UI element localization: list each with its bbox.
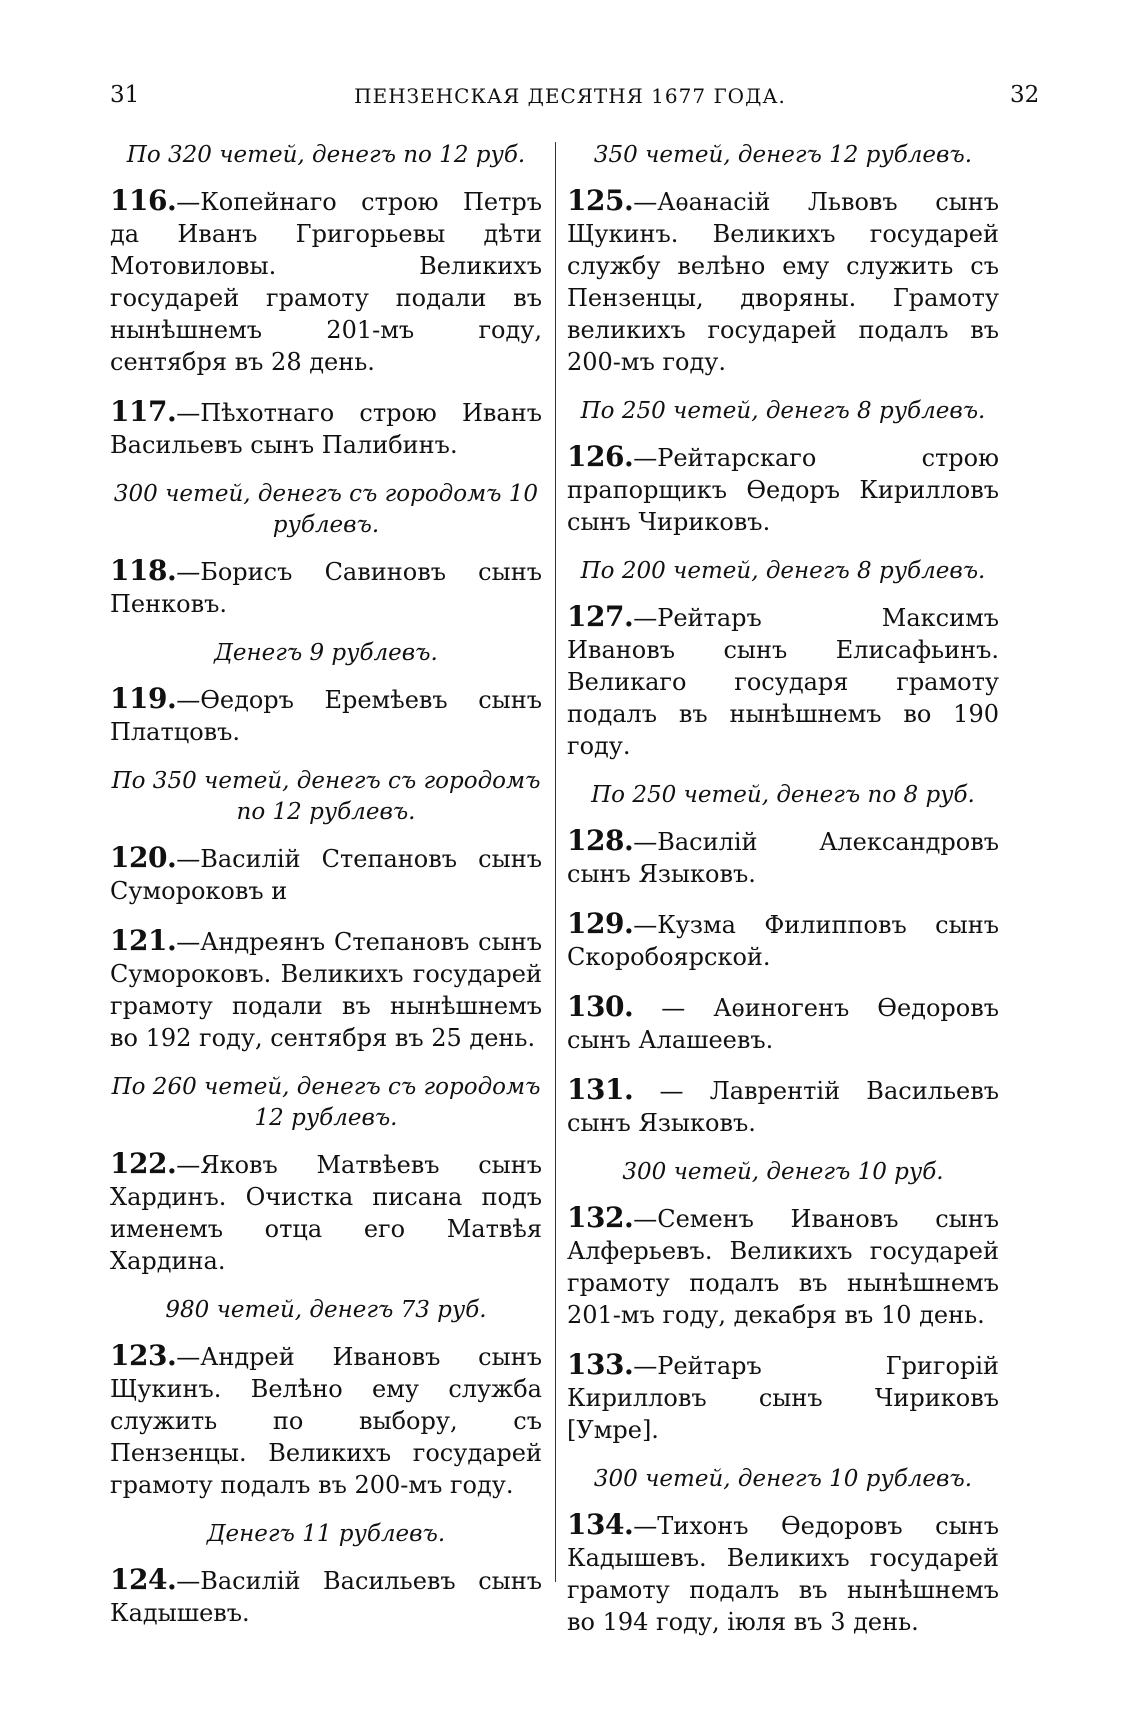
entry-number: 130. — [567, 990, 634, 1023]
entry-number: 126. — [567, 440, 634, 473]
entry-text: —Рейтарскаго строю прапорщикъ Ѳедоръ Кирилловъ сынъ Чириковъ. — [567, 444, 999, 536]
register-entry — [567, 1074, 999, 1139]
entry-text: — Аѳиногенъ Ѳедоровъ сынъ Алашеевъ. — [567, 994, 999, 1054]
register-entry — [110, 1148, 542, 1277]
running-title: ПЕНЗЕНСКАЯ ДЕСЯТНЯ 1677 ГОДА. — [354, 84, 786, 108]
entry-number: 131. — [567, 1073, 634, 1106]
entry-text: —Андрей Ивановъ сынъ Щукинъ. Велѣно ему служба служить по выбору, съ Пензенцы. Великихъ государей грамоту подалъ въ 200-мъ году. — [110, 1343, 542, 1499]
register-entry — [110, 1564, 542, 1629]
register-entry — [110, 925, 542, 1054]
right-page-number: 32 — [1010, 82, 1040, 108]
entry-text: —Тихонъ Ѳедоровъ сынъ Кадышевъ. Великихъ государей грамоту подалъ въ нынѣшнемъ во 194 году, іюля въ 3 день. — [567, 1512, 999, 1636]
entry-number: 133. — [567, 1348, 634, 1381]
entry-number: 122. — [110, 1147, 177, 1180]
entry-text: —Ѳедоръ Еремѣевъ сынъ Платцовъ. — [110, 686, 542, 746]
right-column — [567, 140, 999, 1656]
register-entry — [110, 185, 542, 378]
register-entry — [110, 842, 542, 907]
salary-subheading: 350 четей, денегъ 12 рублевъ. — [593, 142, 973, 168]
salary-subheading: Денегъ 11 рублевъ. — [206, 1521, 446, 1547]
register-entry — [567, 1202, 999, 1331]
entry-text: — Лаврентій Васильевъ сынъ Языковъ. — [567, 1077, 999, 1137]
entry-number: 121. — [110, 924, 177, 957]
salary-subheading: По 320 четей, денегъ по 12 руб. — [126, 142, 526, 168]
register-entry — [567, 991, 999, 1056]
entry-text: —Василій Александровъ сынъ Языковъ. — [567, 828, 999, 888]
entry-number: 119. — [110, 682, 177, 715]
salary-subheading: Денегъ 9 рублевъ. — [214, 640, 438, 666]
register-entry — [110, 683, 542, 748]
register-entry — [567, 185, 999, 378]
salary-subheading: 300 четей, денегъ 10 руб. — [622, 1159, 944, 1185]
register-entry — [110, 555, 542, 620]
salary-subheading: По 350 четей, денегъ съ городомъ по 12 рублевъ. — [111, 768, 541, 825]
entry-number: 117. — [110, 395, 177, 428]
entry-text: —Рейтаръ Григорій Кирилловъ сынъ Чириковъ [Умре]. — [567, 1352, 999, 1444]
entry-number: 120. — [110, 841, 177, 874]
entry-text: —Семенъ Ивановъ сынъ Алферьевъ. Великихъ государей грамоту подалъ въ нынѣшнемъ 201-мъ году, декабря въ 10 день. — [567, 1205, 999, 1329]
salary-subheading: 980 четей, денегъ 73 руб. — [165, 1297, 487, 1323]
register-entry — [567, 908, 999, 973]
entry-number: 125. — [567, 184, 634, 217]
register-entry — [567, 601, 999, 762]
entry-text: —Рейтаръ Максимъ Ивановъ сынъ Елисафьинъ. Великаго государя грамоту подалъ въ нынѣшнемъ во 190 году. — [567, 604, 999, 760]
entry-text: —Копейнаго строю Петръ да Иванъ Григорьевы дѣти Мотовиловы. Великихъ государей грамоту подали въ нынѣшнемъ 201-мъ году, сентября въ 28 день. — [110, 188, 542, 376]
entry-number: 123. — [110, 1339, 177, 1372]
entry-number: 118. — [110, 554, 177, 587]
left-column — [110, 140, 542, 1647]
entry-text: —Василій Васильевъ сынъ Кадышевъ. — [110, 1567, 542, 1627]
entry-text: —Пѣхотнаго строю Иванъ Васильевъ сынъ Палибинъ. — [110, 399, 542, 459]
entry-text: —Василій Степановъ сынъ Сумороковъ и — [110, 845, 542, 905]
salary-subheading: 300 четей, денегъ 10 рублевъ. — [593, 1466, 973, 1492]
entry-number: 116. — [110, 184, 177, 217]
left-page-number: 31 — [110, 82, 140, 108]
entry-text: —Андреянъ Степановъ сынъ Сумороковъ. Великихъ государей грамоту подали въ нынѣшнемъ во 192 году, сентября въ 25 день. — [110, 928, 542, 1052]
salary-subheading: По 260 четей, денегъ съ городомъ 12 рублевъ. — [111, 1074, 541, 1131]
salary-subheading: 300 четей, денегъ съ городомъ 10 рублевъ. — [113, 481, 539, 538]
register-entry — [567, 825, 999, 890]
entry-text: —Яковъ Матвѣевъ сынъ Хардинъ. Очистка писана подъ именемъ отца его Матвѣя Хардина. — [110, 1151, 542, 1275]
salary-subheading: По 200 четей, денегъ 8 рублевъ. — [580, 558, 986, 584]
column-divider — [555, 142, 556, 1582]
register-entry — [567, 441, 999, 538]
register-entry — [567, 1509, 999, 1638]
salary-subheading: По 250 четей, денегъ по 8 руб. — [591, 782, 975, 808]
register-entry — [110, 1340, 542, 1501]
entry-number: 128. — [567, 824, 634, 857]
entry-text: —Аѳанасій Львовъ сынъ Щукинъ. Великихъ государей службу велѣно ему служить съ Пензенцы, дворяны. Грамоту великихъ государей подалъ въ 200-мъ году. — [567, 188, 999, 376]
entry-number: 129. — [567, 907, 634, 940]
entry-text: —Кузма Филипповъ сынъ Скоробоярской. — [567, 911, 999, 971]
entry-text: —Борисъ Савиновъ сынъ Пенковъ. — [110, 558, 542, 618]
entry-number: 134. — [567, 1508, 634, 1541]
register-entry — [110, 396, 542, 461]
salary-subheading: По 250 четей, денегъ 8 рублевъ. — [580, 398, 986, 424]
page-header — [0, 82, 1140, 118]
entry-number: 124. — [110, 1563, 177, 1596]
entry-number: 127. — [567, 600, 634, 633]
entry-number: 132. — [567, 1201, 634, 1234]
register-entry — [567, 1349, 999, 1446]
